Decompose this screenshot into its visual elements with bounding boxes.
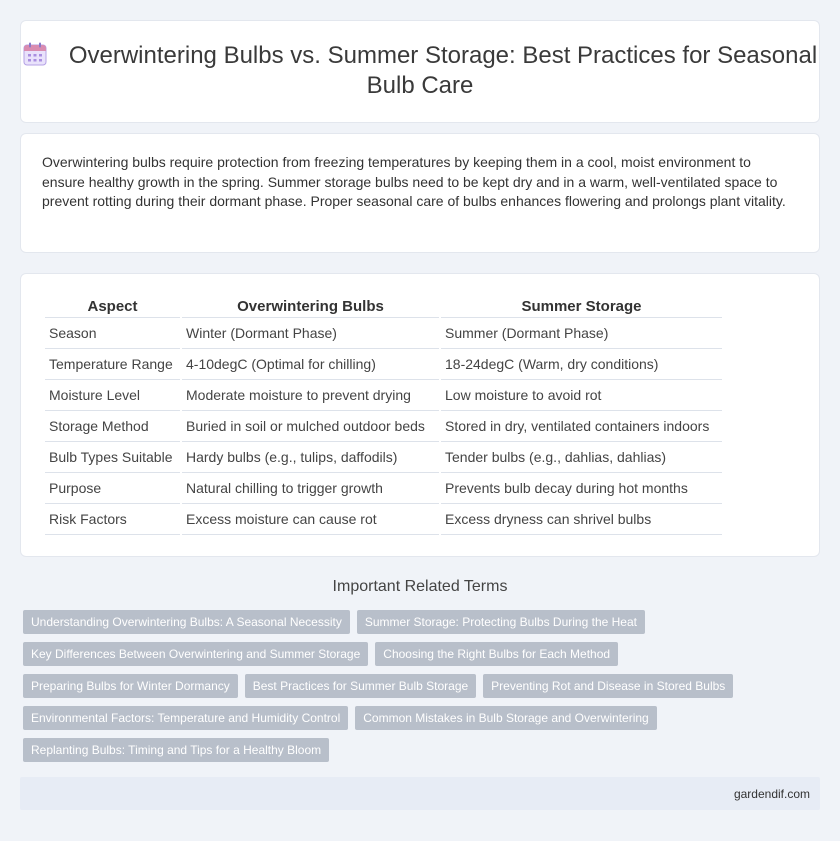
intro-text: Overwintering bulbs require protection from freezing temperatures by keeping them in a cool, moist environment to ensure healthy growth in the spring. Summer storage bulbs need to be kept dry and in a warm, well-ventilated space to prevent rotting during their dormant phase. Proper seasonal care of bulbs enhances flowering and prolongs plant vitality. [42, 154, 786, 209]
table-row [45, 504, 722, 535]
column-header-overwintering: Overwintering Bulbs [182, 296, 439, 318]
table-row [45, 318, 722, 349]
related-terms-list [23, 610, 803, 770]
page-title [21, 41, 819, 101]
comparison-table-card [20, 273, 820, 557]
table-cell: Prevents bulb decay during hot months [441, 473, 722, 504]
table-cell: Temperature Range [45, 349, 180, 380]
table-cell: Excess dryness can shrivel bulbs [441, 504, 722, 535]
related-term-tag[interactable]: Preparing Bulbs for Winter Dormancy [23, 674, 238, 698]
table-cell: Winter (Dormant Phase) [182, 318, 439, 349]
table-cell: Purpose [45, 473, 180, 504]
related-term-tag[interactable]: Preventing Rot and Disease in Stored Bulbs [483, 674, 733, 698]
table-cell: Moderate moisture to prevent drying [182, 380, 439, 411]
table-cell: 18-24degC (Warm, dry conditions) [441, 349, 722, 380]
table-cell: Buried in soil or mulched outdoor beds [182, 411, 439, 442]
table-cell: Low moisture to avoid rot [441, 380, 722, 411]
table-cell: Risk Factors [45, 504, 180, 535]
column-header-summer-storage: Summer Storage [441, 296, 722, 318]
footer-site-link[interactable]: gardendif.com [733, 787, 810, 801]
related-term-tag[interactable]: Best Practices for Summer Bulb Storage [245, 674, 476, 698]
table-row [45, 442, 722, 473]
related-term-tag[interactable]: Summer Storage: Protecting Bulbs During the Heat [357, 610, 645, 634]
related-term-tag[interactable]: Key Differences Between Overwintering and Summer Storage [23, 642, 368, 666]
calendar-icon [23, 42, 47, 66]
related-term-tag[interactable]: Understanding Overwintering Bulbs: A Seasonal Necessity [23, 610, 350, 634]
table-cell: Natural chilling to trigger growth [182, 473, 439, 504]
table-cell: Hardy bulbs (e.g., tulips, daffodils) [182, 442, 439, 473]
related-term-tag[interactable]: Environmental Factors: Temperature and Humidity Control [23, 706, 348, 730]
table-cell: Stored in dry, ventilated containers indoors [441, 411, 722, 442]
related-terms-heading: Important Related Terms [332, 578, 508, 595]
table-cell: 4-10degC (Optimal for chilling) [182, 349, 439, 380]
table-cell: Tender bulbs (e.g., dahlias, dahlias) [441, 442, 722, 473]
comparison-table [43, 296, 724, 535]
table-row [45, 380, 722, 411]
table-cell: Excess moisture can cause rot [182, 504, 439, 535]
footer [20, 777, 820, 810]
table-cell: Moisture Level [45, 380, 180, 411]
table-cell: Summer (Dormant Phase) [441, 318, 722, 349]
related-term-tag[interactable]: Replanting Bulbs: Timing and Tips for a Healthy Bloom [23, 738, 329, 762]
related-term-tag[interactable]: Choosing the Right Bulbs for Each Method [375, 642, 618, 666]
table-cell: Storage Method [45, 411, 180, 442]
header-card [20, 20, 820, 123]
table-row [45, 411, 722, 442]
page-title-text: Overwintering Bulbs vs. Summer Storage: Best Practices for Seasonal Bulb Care [68, 42, 818, 99]
intro-card [20, 133, 820, 253]
table-row [45, 349, 722, 380]
column-header-aspect: Aspect [45, 296, 180, 318]
table-row [45, 473, 722, 504]
table-header-row [45, 296, 722, 318]
table-cell: Bulb Types Suitable [45, 442, 180, 473]
table-cell: Season [45, 318, 180, 349]
related-term-tag[interactable]: Common Mistakes in Bulb Storage and Overwintering [355, 706, 656, 730]
